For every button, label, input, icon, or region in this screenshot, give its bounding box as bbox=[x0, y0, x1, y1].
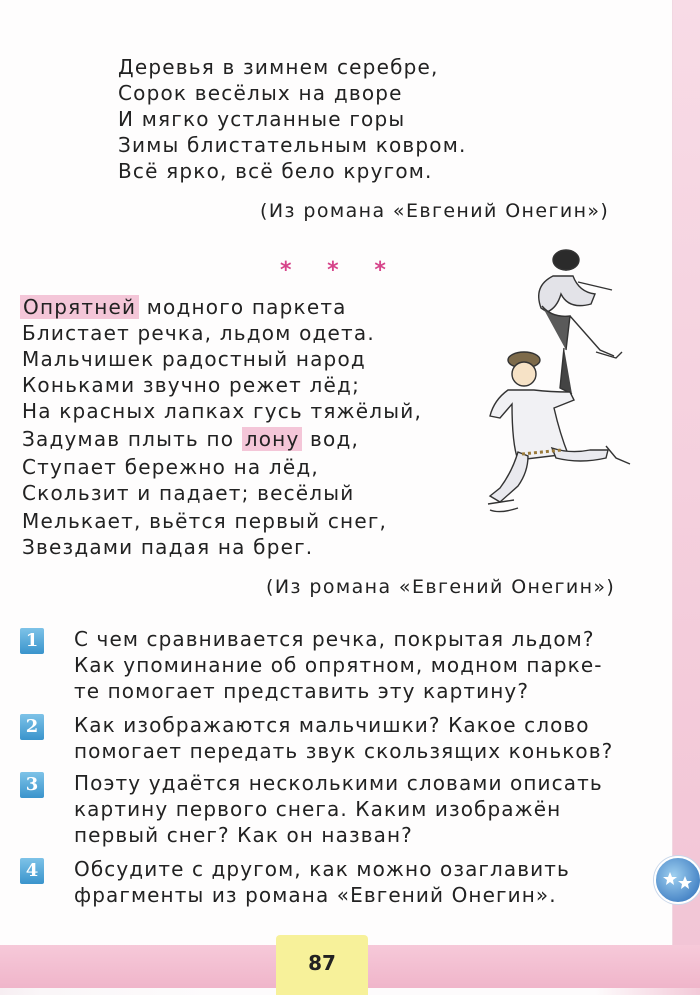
poem-line: Блистает речка, льдом одета. bbox=[22, 321, 375, 345]
question-number-badge: 2 bbox=[20, 714, 44, 740]
question-text: помогает передать звук скользящих коньков? bbox=[74, 739, 614, 763]
boys-skating-illustration bbox=[478, 240, 648, 540]
poem-line: На красных лапках гусь тяжёлый, bbox=[22, 399, 423, 423]
question-text: Обсудите с другом, как можно озаглавить bbox=[74, 857, 570, 881]
question-text: те помогает представить эту картину? bbox=[74, 679, 530, 703]
poem-text: Задумав плыть по bbox=[22, 427, 242, 451]
poem-line: Звездами падая на брег. bbox=[22, 535, 314, 559]
poem-line: Мелькает, вьётся первый снег, bbox=[22, 509, 388, 533]
stars-icon bbox=[654, 856, 700, 904]
highlighted-word: лону bbox=[242, 427, 303, 451]
poem-line bbox=[20, 294, 347, 320]
question-number-badge: 3 bbox=[20, 772, 44, 798]
page-number: 87 bbox=[276, 935, 368, 995]
poem-text: вод, bbox=[302, 427, 360, 451]
poem-line: И мягко устланные горы bbox=[118, 107, 406, 131]
poem-text: модного паркета bbox=[139, 295, 347, 319]
poem-line bbox=[22, 426, 359, 452]
poem-line: Всё ярко, всё бело кругом. bbox=[118, 159, 433, 183]
separator-asterisks: * * * bbox=[280, 258, 400, 283]
poem-line: Зимы блистательным ковром. bbox=[118, 133, 467, 157]
highlighted-word: Опрятней bbox=[20, 295, 139, 319]
poem-line: Сорок весёлых на дворе bbox=[118, 81, 403, 105]
question-text: первый снег? Как он назван? bbox=[74, 823, 413, 847]
page-edge bbox=[672, 0, 700, 988]
poem-line: Коньками звучно режет лёд; bbox=[22, 373, 361, 397]
poem-source: (Из романа «Евгений Онегин») bbox=[266, 576, 616, 598]
question-number-badge: 4 bbox=[20, 858, 44, 884]
question-number-badge: 1 bbox=[20, 628, 44, 654]
question-text: С чем сравнивается речка, покрытая льдом? bbox=[74, 627, 595, 651]
question-text: картину первого снега. Каким изображён bbox=[74, 797, 562, 821]
question-text: Как упоминание об опрятном, модном парке- bbox=[74, 653, 603, 677]
poem-line: Деревья в зимнем серебре, bbox=[118, 55, 439, 79]
poem-line: Мальчишек радостный народ bbox=[22, 347, 366, 371]
question-text: Поэту удаётся несколькими словами описать bbox=[74, 771, 603, 795]
poem-line: Ступает бережно на лёд, bbox=[22, 455, 319, 479]
question-text: фрагменты из романа «Евгений Онегин». bbox=[74, 883, 557, 907]
question-text: Как изображаются мальчишки? Какое слово bbox=[74, 713, 590, 737]
poem-line: Скользит и падает; весёлый bbox=[22, 481, 355, 505]
poem-source: (Из романа «Евгений Онегин») bbox=[260, 200, 610, 222]
